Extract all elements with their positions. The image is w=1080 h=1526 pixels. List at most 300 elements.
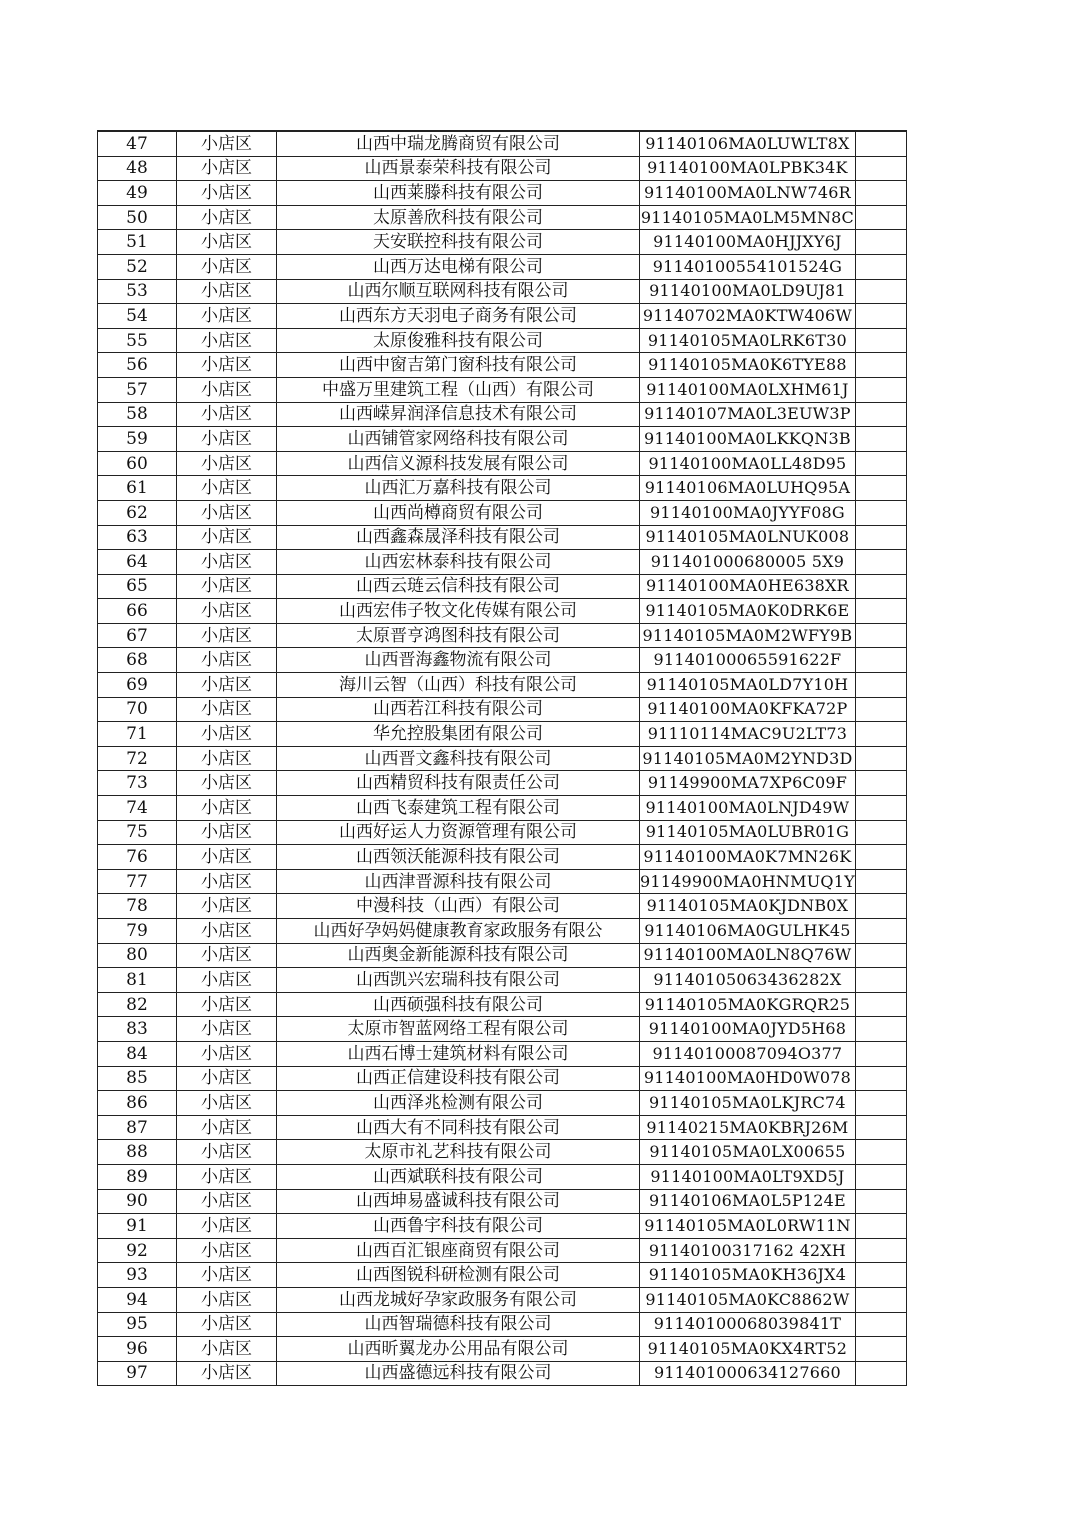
company-name-cell: 山西龙城好孕家政服务有限公司 — [277, 1287, 640, 1312]
row-number: 54 — [98, 304, 177, 329]
company-name-cell: 山西凯兴宏瑞科技有限公司 — [277, 968, 640, 993]
district-cell: 小店区 — [177, 525, 277, 550]
row-number: 82 — [98, 992, 177, 1017]
table-row — [98, 1214, 907, 1239]
row-number: 58 — [98, 402, 177, 427]
company-name-cell: 山西领沃能源科技有限公司 — [277, 845, 640, 870]
row-number: 90 — [98, 1189, 177, 1214]
row-number: 71 — [98, 722, 177, 747]
row-number: 48 — [98, 156, 177, 181]
credit-code-cell: 91140100MA0LD9UJ81 — [640, 279, 856, 304]
credit-code-cell: 91149900MA0HNMUQ1Y — [640, 869, 856, 894]
table-row — [98, 796, 907, 821]
remarks-cell — [855, 1238, 906, 1263]
remarks-cell — [855, 968, 906, 993]
district-cell: 小店区 — [177, 574, 277, 599]
row-number: 49 — [98, 181, 177, 206]
remarks-cell — [855, 328, 906, 353]
company-name-cell: 山西坤易盛诚科技有限公司 — [277, 1189, 640, 1214]
row-number: 80 — [98, 943, 177, 968]
remarks-cell — [855, 845, 906, 870]
company-name-cell: 山西智瑞德科技有限公司 — [277, 1312, 640, 1337]
company-name-cell: 太原善欣科技有限公司 — [277, 205, 640, 230]
table-row — [98, 574, 907, 599]
company-name-cell: 山西奥金新能源科技有限公司 — [277, 943, 640, 968]
remarks-cell — [855, 771, 906, 796]
table-row — [98, 476, 907, 501]
row-number: 68 — [98, 648, 177, 673]
district-cell: 小店区 — [177, 402, 277, 427]
row-number: 88 — [98, 1140, 177, 1165]
row-number: 95 — [98, 1312, 177, 1337]
company-name-cell: 山西云琏云信科技有限公司 — [277, 574, 640, 599]
credit-code-cell: 91140105MA0LKJRC74 — [640, 1091, 856, 1116]
district-cell: 小店区 — [177, 746, 277, 771]
company-name-cell: 山西飞泰建筑工程有限公司 — [277, 796, 640, 821]
district-cell: 小店区 — [177, 820, 277, 845]
remarks-cell — [855, 181, 906, 206]
row-number: 57 — [98, 377, 177, 402]
company-name-cell: 中盛万里建筑工程（山西）有限公司 — [277, 377, 640, 402]
remarks-cell — [855, 1164, 906, 1189]
row-number: 76 — [98, 845, 177, 870]
company-name-cell: 山西晋海鑫物流有限公司 — [277, 648, 640, 673]
row-number: 96 — [98, 1337, 177, 1362]
remarks-cell — [855, 1337, 906, 1362]
remarks-cell — [855, 1312, 906, 1337]
table-row — [98, 968, 907, 993]
company-name-cell: 山西尔顺互联网科技有限公司 — [277, 279, 640, 304]
row-number: 97 — [98, 1361, 177, 1386]
remarks-cell — [855, 1214, 906, 1239]
district-cell: 小店区 — [177, 1017, 277, 1042]
credit-code-cell: 91140100MA0LNW746R — [640, 181, 856, 206]
row-number: 72 — [98, 746, 177, 771]
table-row — [98, 156, 907, 181]
district-cell: 小店区 — [177, 328, 277, 353]
row-number: 62 — [98, 500, 177, 525]
credit-code-cell: 91140100MA0LPBK34K — [640, 156, 856, 181]
credit-code-cell: 91140106MA0L5P124E — [640, 1189, 856, 1214]
district-cell: 小店区 — [177, 1287, 277, 1312]
company-name-cell: 山西石博士建筑材料有限公司 — [277, 1041, 640, 1066]
table-row — [98, 1091, 907, 1116]
row-number: 89 — [98, 1164, 177, 1189]
table-row — [98, 328, 907, 353]
credit-code-cell: 91140105MA0LRK6T30 — [640, 328, 856, 353]
company-name-cell: 山西泽兆检测有限公司 — [277, 1091, 640, 1116]
remarks-cell — [855, 525, 906, 550]
credit-code-cell: 91140100MA0LN8Q76W — [640, 943, 856, 968]
credit-code-cell: 91140106MA0LUHQ95A — [640, 476, 856, 501]
remarks-cell — [855, 1091, 906, 1116]
district-cell: 小店区 — [177, 1214, 277, 1239]
credit-code-cell: 91140105MA0LX00655 — [640, 1140, 856, 1165]
credit-code-cell: 91140100MA0LNJD49W — [640, 796, 856, 821]
row-number: 74 — [98, 796, 177, 821]
company-name-cell: 山西好运人力资源管理有限公司 — [277, 820, 640, 845]
row-number: 55 — [98, 328, 177, 353]
remarks-cell — [855, 1066, 906, 1091]
company-name-cell: 山西鑫森晟泽科技有限公司 — [277, 525, 640, 550]
company-name-cell: 太原俊雅科技有限公司 — [277, 328, 640, 353]
district-cell: 小店区 — [177, 205, 277, 230]
remarks-cell — [855, 500, 906, 525]
company-name-cell: 山西盛德远科技有限公司 — [277, 1361, 640, 1386]
row-number: 73 — [98, 771, 177, 796]
district-cell: 小店区 — [177, 869, 277, 894]
remarks-cell — [855, 1287, 906, 1312]
credit-code-cell: 91110114MAC9U2LT73 — [640, 722, 856, 747]
credit-code-cell: 911401000634127660 — [640, 1361, 856, 1386]
remarks-cell — [855, 574, 906, 599]
row-number: 66 — [98, 599, 177, 624]
table-row — [98, 353, 907, 378]
company-name-cell: 山西中瑞龙腾商贸有限公司 — [277, 131, 640, 156]
credit-code-cell: 91140106MA0LUWLT8X — [640, 131, 856, 156]
company-name-cell: 海川云智（山西）科技有限公司 — [277, 673, 640, 698]
company-name-cell: 山西景泰荣科技有限公司 — [277, 156, 640, 181]
company-name-cell: 山西硕强科技有限公司 — [277, 992, 640, 1017]
remarks-cell — [855, 894, 906, 919]
table-row — [98, 1189, 907, 1214]
table-row — [98, 771, 907, 796]
credit-code-cell: 91140105MA0KX4RT52 — [640, 1337, 856, 1362]
table-row — [98, 894, 907, 919]
company-name-cell: 山西百汇银座商贸有限公司 — [277, 1238, 640, 1263]
remarks-cell — [855, 1361, 906, 1386]
table-row — [98, 869, 907, 894]
district-cell: 小店区 — [177, 919, 277, 944]
district-cell: 小店区 — [177, 1263, 277, 1288]
district-cell: 小店区 — [177, 304, 277, 329]
row-number: 50 — [98, 205, 177, 230]
company-name-cell: 山西东方天羽电子商务有限公司 — [277, 304, 640, 329]
credit-code-cell: 911401000680005 5X9 — [640, 550, 856, 575]
remarks-cell — [855, 869, 906, 894]
remarks-cell — [855, 796, 906, 821]
district-cell: 小店区 — [177, 1189, 277, 1214]
credit-code-cell: 91140105MA0KC8862W — [640, 1287, 856, 1312]
remarks-cell — [855, 279, 906, 304]
credit-code-cell: 91140100068039841T — [640, 1312, 856, 1337]
credit-code-cell: 91140100MA0HD0W078 — [640, 1066, 856, 1091]
district-cell: 小店区 — [177, 156, 277, 181]
credit-code-cell: 91140100MA0KFKA72P — [640, 697, 856, 722]
table-row — [98, 820, 907, 845]
table-row — [98, 1017, 907, 1042]
company-name-cell: 山西若江科技有限公司 — [277, 697, 640, 722]
table-body — [98, 131, 907, 1386]
district-cell: 小店区 — [177, 894, 277, 919]
table-row — [98, 1041, 907, 1066]
row-number: 87 — [98, 1115, 177, 1140]
company-name-cell: 山西精贸科技有限责任公司 — [277, 771, 640, 796]
table-row — [98, 746, 907, 771]
row-number: 84 — [98, 1041, 177, 1066]
table-row — [98, 1287, 907, 1312]
remarks-cell — [855, 304, 906, 329]
table-row — [98, 181, 907, 206]
company-name-cell: 山西信义源科技发展有限公司 — [277, 451, 640, 476]
district-cell: 小店区 — [177, 623, 277, 648]
credit-code-cell: 91140100MA0LXHM61J — [640, 377, 856, 402]
remarks-cell — [855, 1041, 906, 1066]
company-name-cell: 太原市礼艺科技有限公司 — [277, 1140, 640, 1165]
company-list-table — [97, 130, 907, 1386]
remarks-cell — [855, 402, 906, 427]
district-cell: 小店区 — [177, 1140, 277, 1165]
district-cell: 小店区 — [177, 722, 277, 747]
company-name-cell: 山西斌联科技有限公司 — [277, 1164, 640, 1189]
row-number: 91 — [98, 1214, 177, 1239]
company-name-cell: 山西万达电梯有限公司 — [277, 254, 640, 279]
table-row — [98, 500, 907, 525]
remarks-cell — [855, 722, 906, 747]
remarks-cell — [855, 599, 906, 624]
district-cell: 小店区 — [177, 1041, 277, 1066]
table-row — [98, 525, 907, 550]
remarks-cell — [855, 919, 906, 944]
district-cell: 小店区 — [177, 451, 277, 476]
credit-code-cell: 91140100554101524G — [640, 254, 856, 279]
remarks-cell — [855, 1189, 906, 1214]
district-cell: 小店区 — [177, 181, 277, 206]
row-number: 60 — [98, 451, 177, 476]
company-name-cell: 山西宏林泰科技有限公司 — [277, 550, 640, 575]
credit-code-cell: 91140100MA0HE638XR — [640, 574, 856, 599]
row-number: 79 — [98, 919, 177, 944]
company-name-cell: 山西汇万嘉科技有限公司 — [277, 476, 640, 501]
remarks-cell — [855, 550, 906, 575]
company-name-cell: 山西嵘昇润泽信息技术有限公司 — [277, 402, 640, 427]
district-cell: 小店区 — [177, 796, 277, 821]
row-number: 67 — [98, 623, 177, 648]
credit-code-cell: 91140100MA0LKKQN3B — [640, 427, 856, 452]
remarks-cell — [855, 623, 906, 648]
company-name-cell: 天安联控科技有限公司 — [277, 230, 640, 255]
district-cell: 小店区 — [177, 845, 277, 870]
table-row — [98, 1115, 907, 1140]
row-number: 94 — [98, 1287, 177, 1312]
row-number: 83 — [98, 1017, 177, 1042]
remarks-cell — [855, 820, 906, 845]
remarks-cell — [855, 230, 906, 255]
remarks-cell — [855, 697, 906, 722]
credit-code-cell: 91140105MA0LUBR01G — [640, 820, 856, 845]
district-cell: 小店区 — [177, 673, 277, 698]
credit-code-cell: 91140100065591622F — [640, 648, 856, 673]
district-cell: 小店区 — [177, 1115, 277, 1140]
district-cell: 小店区 — [177, 1361, 277, 1386]
row-number: 61 — [98, 476, 177, 501]
credit-code-cell: 91140105MA0K6TYE88 — [640, 353, 856, 378]
row-number: 77 — [98, 869, 177, 894]
row-number: 70 — [98, 697, 177, 722]
table-row — [98, 230, 907, 255]
remarks-cell — [855, 1140, 906, 1165]
remarks-cell — [855, 476, 906, 501]
row-number: 86 — [98, 1091, 177, 1116]
remarks-cell — [855, 1263, 906, 1288]
row-number: 59 — [98, 427, 177, 452]
row-number: 53 — [98, 279, 177, 304]
credit-code-cell: 91140100317162 42XH — [640, 1238, 856, 1263]
table-row — [98, 599, 907, 624]
credit-code-cell: 91140105MA0LM5MN8C — [640, 205, 856, 230]
table-row — [98, 648, 907, 673]
company-name-cell: 山西宏伟子牧文化传媒有限公司 — [277, 599, 640, 624]
remarks-cell — [855, 156, 906, 181]
district-cell: 小店区 — [177, 427, 277, 452]
remarks-cell — [855, 746, 906, 771]
district-cell: 小店区 — [177, 697, 277, 722]
company-name-cell: 山西尚樽商贸有限公司 — [277, 500, 640, 525]
row-number: 69 — [98, 673, 177, 698]
credit-code-cell: 91140105MA0LNUK008 — [640, 525, 856, 550]
table-row — [98, 1337, 907, 1362]
district-cell: 小店区 — [177, 599, 277, 624]
table-row — [98, 673, 907, 698]
credit-code-cell: 91140100MA0JYD5H68 — [640, 1017, 856, 1042]
credit-code-cell: 91140702MA0KTW406W — [640, 304, 856, 329]
district-cell: 小店区 — [177, 279, 277, 304]
table-row — [98, 402, 907, 427]
table-row — [98, 550, 907, 575]
row-number: 93 — [98, 1263, 177, 1288]
district-cell: 小店区 — [177, 500, 277, 525]
table-row — [98, 697, 907, 722]
table-row — [98, 919, 907, 944]
district-cell: 小店区 — [177, 1238, 277, 1263]
credit-code-cell: 91140100MA0LT9XD5J — [640, 1164, 856, 1189]
district-cell: 小店区 — [177, 943, 277, 968]
district-cell: 小店区 — [177, 992, 277, 1017]
remarks-cell — [855, 254, 906, 279]
remarks-cell — [855, 353, 906, 378]
credit-code-cell: 91140105MA0L0RW11N — [640, 1214, 856, 1239]
remarks-cell — [855, 992, 906, 1017]
company-name-cell: 中漫科技（山西）有限公司 — [277, 894, 640, 919]
row-number: 51 — [98, 230, 177, 255]
table-row — [98, 722, 907, 747]
company-name-cell: 山西中窗吉第门窗科技有限公司 — [277, 353, 640, 378]
row-number: 56 — [98, 353, 177, 378]
credit-code-cell: 91140105MA0M2YND3D — [640, 746, 856, 771]
company-name-cell: 山西晋文鑫科技有限公司 — [277, 746, 640, 771]
credit-code-cell: 91140105MA0LD7Y10H — [640, 673, 856, 698]
row-number: 52 — [98, 254, 177, 279]
company-name-cell: 华允控股集团有限公司 — [277, 722, 640, 747]
table-row — [98, 1066, 907, 1091]
table-row — [98, 845, 907, 870]
credit-code-cell: 91140106MA0GULHK45 — [640, 919, 856, 944]
district-cell: 小店区 — [177, 550, 277, 575]
district-cell: 小店区 — [177, 968, 277, 993]
district-cell: 小店区 — [177, 476, 277, 501]
credit-code-cell: 91140100087094O377 — [640, 1041, 856, 1066]
credit-code-cell: 91140105MA0KJDNB0X — [640, 894, 856, 919]
table-row — [98, 377, 907, 402]
remarks-cell — [855, 943, 906, 968]
row-number: 47 — [98, 131, 177, 156]
table-row — [98, 1238, 907, 1263]
company-name-cell: 山西昕翼龙办公用品有限公司 — [277, 1337, 640, 1362]
row-number: 64 — [98, 550, 177, 575]
credit-code-cell: 91140100MA0JYYF08G — [640, 500, 856, 525]
district-cell: 小店区 — [177, 1091, 277, 1116]
district-cell: 小店区 — [177, 353, 277, 378]
district-cell: 小店区 — [177, 230, 277, 255]
table-row — [98, 1164, 907, 1189]
district-cell: 小店区 — [177, 648, 277, 673]
credit-code-cell: 91140105MA0KGRQR25 — [640, 992, 856, 1017]
table-row — [98, 451, 907, 476]
credit-code-cell: 91140215MA0KBRJ26M — [640, 1115, 856, 1140]
company-name-cell: 山西莱滕科技有限公司 — [277, 181, 640, 206]
credit-code-cell: 91140100MA0K7MN26K — [640, 845, 856, 870]
remarks-cell — [855, 131, 906, 156]
credit-code-cell: 91140100MA0HJJXY6J — [640, 230, 856, 255]
row-number: 63 — [98, 525, 177, 550]
row-number: 92 — [98, 1238, 177, 1263]
remarks-cell — [855, 1115, 906, 1140]
remarks-cell — [855, 673, 906, 698]
table-row — [98, 1312, 907, 1337]
district-cell: 小店区 — [177, 1164, 277, 1189]
table-row — [98, 304, 907, 329]
remarks-cell — [855, 648, 906, 673]
company-name-cell: 山西鲁宇科技有限公司 — [277, 1214, 640, 1239]
credit-code-cell: 91149900MA7XP6C09F — [640, 771, 856, 796]
table-row — [98, 254, 907, 279]
company-name-cell: 太原市智蓝网络工程有限公司 — [277, 1017, 640, 1042]
company-name-cell: 山西铺管家网络科技有限公司 — [277, 427, 640, 452]
remarks-cell — [855, 1017, 906, 1042]
row-number: 85 — [98, 1066, 177, 1091]
table-row — [98, 943, 907, 968]
district-cell: 小店区 — [177, 377, 277, 402]
table-row — [98, 131, 907, 156]
table-row — [98, 205, 907, 230]
credit-code-cell: 91140107MA0L3EUW3P — [640, 402, 856, 427]
credit-code-cell: 91140105063436282X — [640, 968, 856, 993]
remarks-cell — [855, 427, 906, 452]
row-number: 75 — [98, 820, 177, 845]
remarks-cell — [855, 377, 906, 402]
row-number: 78 — [98, 894, 177, 919]
company-name-cell: 山西正信建设科技有限公司 — [277, 1066, 640, 1091]
table-row — [98, 1140, 907, 1165]
company-name-cell: 山西好孕妈妈健康教育家政服务有限公 — [277, 919, 640, 944]
table-row — [98, 1263, 907, 1288]
district-cell: 小店区 — [177, 1337, 277, 1362]
credit-code-cell: 91140100MA0LL48D95 — [640, 451, 856, 476]
row-number: 81 — [98, 968, 177, 993]
table-row — [98, 992, 907, 1017]
company-name-cell: 山西津晋源科技有限公司 — [277, 869, 640, 894]
credit-code-cell: 91140105MA0K0DRK6E — [640, 599, 856, 624]
credit-code-cell: 91140105MA0M2WFY9B — [640, 623, 856, 648]
district-cell: 小店区 — [177, 131, 277, 156]
table-row — [98, 279, 907, 304]
company-name-cell: 太原晋亨鸿图科技有限公司 — [277, 623, 640, 648]
company-name-cell: 山西大有不同科技有限公司 — [277, 1115, 640, 1140]
district-cell: 小店区 — [177, 771, 277, 796]
credit-code-cell: 91140105MA0KH36JX4 — [640, 1263, 856, 1288]
company-name-cell: 山西图锐科研检测有限公司 — [277, 1263, 640, 1288]
district-cell: 小店区 — [177, 1312, 277, 1337]
